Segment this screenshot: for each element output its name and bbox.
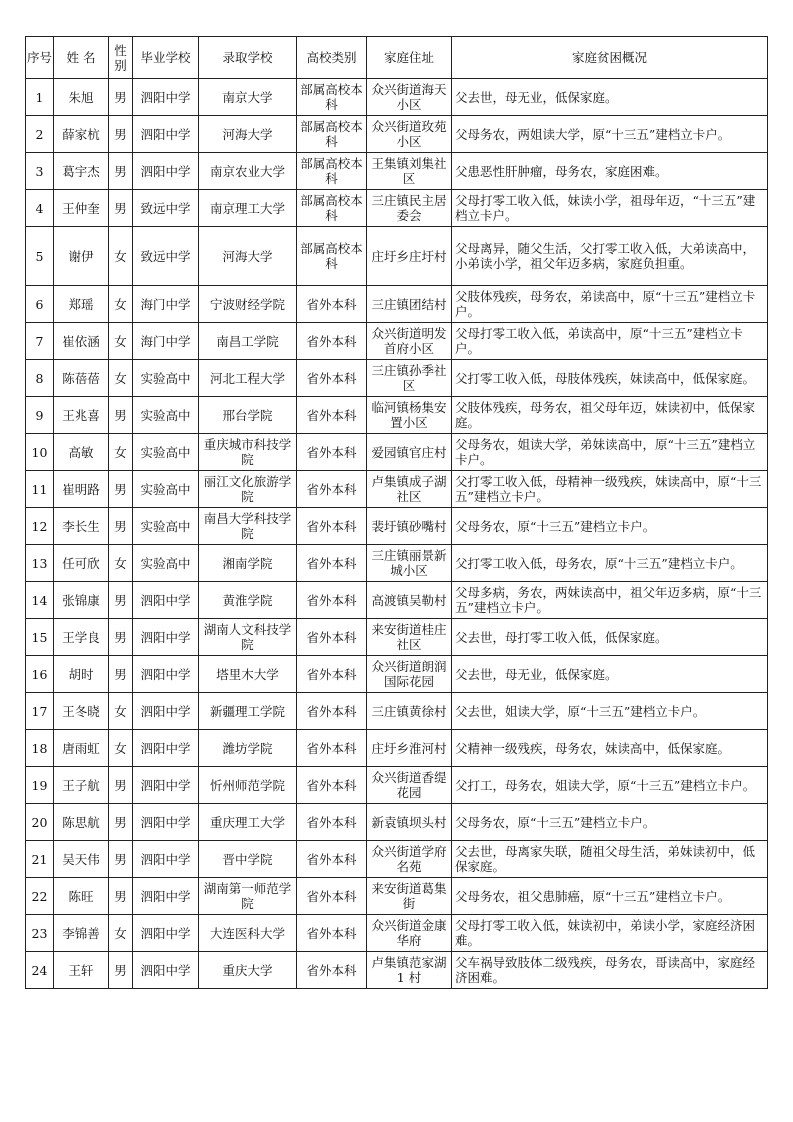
grad-school-cell: 实验高中: [133, 434, 199, 471]
grad-school-cell: 泗阳中学: [133, 767, 199, 804]
gender-cell: 男: [109, 878, 133, 915]
admit-school-cell: 河海大学: [199, 116, 297, 153]
name-cell: 李锦善: [54, 915, 109, 952]
seq-cell: 5: [26, 227, 54, 286]
category-cell: 省外本科: [297, 804, 367, 841]
admit-school-cell: 大连医科大学: [199, 915, 297, 952]
seq-cell: 3: [26, 153, 54, 190]
gender-cell: 男: [109, 190, 133, 227]
category-cell: 省外本科: [297, 767, 367, 804]
admit-school-cell: 宁波财经学院: [199, 286, 297, 323]
grad-school-cell: 泗阳中学: [133, 79, 199, 116]
category-cell: 省外本科: [297, 656, 367, 693]
grad-school-cell: 泗阳中学: [133, 841, 199, 878]
poverty-cell: 父母务农，祖父患肺癌，原“十三五”建档立卡户。: [452, 878, 768, 915]
table-row: [26, 656, 768, 693]
name-cell: 吴天伟: [54, 841, 109, 878]
gender-cell: 男: [109, 841, 133, 878]
table-row: [26, 153, 768, 190]
table-row: [26, 582, 768, 619]
gender-cell: 女: [109, 730, 133, 767]
address-cell: 三庄镇孙季社区: [367, 360, 452, 397]
address-cell: 来安街道桂庄社区: [367, 619, 452, 656]
poverty-cell: 父母打零工收入低，弟读高中，原“十三五”建档立卡户。: [452, 323, 768, 360]
poverty-cell: 父去世，母无业，低保家庭。: [452, 79, 768, 116]
grad-school-cell: 泗阳中学: [133, 619, 199, 656]
name-cell: 王冬晓: [54, 693, 109, 730]
address-cell: 庄圩乡庄圩村: [367, 227, 452, 286]
header-admit-school: 录取学校: [199, 37, 297, 79]
poverty-cell: 父母打零工收入低，妹读初中，弟读小学，家庭经济困难。: [452, 915, 768, 952]
grad-school-cell: 致远中学: [133, 190, 199, 227]
name-cell: 陈旺: [54, 878, 109, 915]
grad-school-cell: 泗阳中学: [133, 582, 199, 619]
grad-school-cell: 实验高中: [133, 471, 199, 508]
category-cell: 省外本科: [297, 619, 367, 656]
seq-cell: 17: [26, 693, 54, 730]
poverty-cell: 父打零工收入低，母务农，原“十三五”建档立卡户。: [452, 545, 768, 582]
admit-school-cell: 重庆城市科技学院: [199, 434, 297, 471]
name-cell: 张锦康: [54, 582, 109, 619]
seq-cell: 18: [26, 730, 54, 767]
admit-school-cell: 南京农业大学: [199, 153, 297, 190]
gender-cell: 男: [109, 952, 133, 989]
poverty-cell: 父打零工收入低，母精神一级残疾，妹读高中，原“十三五”建档立卡户。: [452, 471, 768, 508]
category-cell: 省外本科: [297, 952, 367, 989]
category-cell: 省外本科: [297, 545, 367, 582]
header-category: 高校类别: [297, 37, 367, 79]
seq-cell: 13: [26, 545, 54, 582]
admit-school-cell: 湖南第一师范学院: [199, 878, 297, 915]
table-row: [26, 693, 768, 730]
address-cell: 三庄镇丽景新城小区: [367, 545, 452, 582]
address-cell: 爱园镇官庄村: [367, 434, 452, 471]
poverty-cell: 父车祸导致肢体二级残疾，母务农，哥读高中，家庭经济困难。: [452, 952, 768, 989]
gender-cell: 女: [109, 360, 133, 397]
admit-school-cell: 丽江文化旅游学院: [199, 471, 297, 508]
gender-cell: 男: [109, 767, 133, 804]
header-name: 姓 名: [54, 37, 109, 79]
seq-cell: 12: [26, 508, 54, 545]
category-cell: 省外本科: [297, 878, 367, 915]
poverty-cell: 父患恶性肝肿瘤，母务农，家庭困难。: [452, 153, 768, 190]
grad-school-cell: 海门中学: [133, 323, 199, 360]
table-row: [26, 545, 768, 582]
seq-cell: 4: [26, 190, 54, 227]
header-address: 家庭住址: [367, 37, 452, 79]
category-cell: 省外本科: [297, 730, 367, 767]
address-cell: 庄圩乡淮河村: [367, 730, 452, 767]
gender-cell: 女: [109, 915, 133, 952]
category-cell: 部属高校本科: [297, 116, 367, 153]
table-row: [26, 227, 768, 286]
seq-cell: 14: [26, 582, 54, 619]
admit-school-cell: 重庆理工大学: [199, 804, 297, 841]
name-cell: 胡时: [54, 656, 109, 693]
grad-school-cell: 实验高中: [133, 360, 199, 397]
address-cell: 众兴街道学府名苑: [367, 841, 452, 878]
grad-school-cell: 泗阳中学: [133, 693, 199, 730]
name-cell: 王子航: [54, 767, 109, 804]
name-cell: 王兆喜: [54, 397, 109, 434]
name-cell: 王轩: [54, 952, 109, 989]
category-cell: 部属高校本科: [297, 153, 367, 190]
address-cell: 三庄镇黄徐村: [367, 693, 452, 730]
seq-cell: 1: [26, 79, 54, 116]
category-cell: 省外本科: [297, 582, 367, 619]
gender-cell: 男: [109, 471, 133, 508]
admit-school-cell: 南京理工大学: [199, 190, 297, 227]
category-cell: 省外本科: [297, 471, 367, 508]
gender-cell: 男: [109, 116, 133, 153]
gender-cell: 男: [109, 397, 133, 434]
poverty-cell: 父精神一级残疾，母务农，妹读高中，低保家庭。: [452, 730, 768, 767]
name-cell: 任可欣: [54, 545, 109, 582]
seq-cell: 8: [26, 360, 54, 397]
grad-school-cell: 泗阳中学: [133, 730, 199, 767]
table-row: [26, 434, 768, 471]
seq-cell: 15: [26, 619, 54, 656]
seq-cell: 20: [26, 804, 54, 841]
poverty-cell: 父去世，母无业，低保家庭。: [452, 656, 768, 693]
address-cell: 临河镇杨集安置小区: [367, 397, 452, 434]
poverty-cell: 父打工，母务农，姐读大学，原“十三五”建档立卡户。: [452, 767, 768, 804]
seq-cell: 24: [26, 952, 54, 989]
category-cell: 省外本科: [297, 360, 367, 397]
address-cell: 卢集镇成子湖社区: [367, 471, 452, 508]
admit-school-cell: 南昌工学院: [199, 323, 297, 360]
grad-school-cell: 泗阳中学: [133, 952, 199, 989]
admit-school-cell: 河海大学: [199, 227, 297, 286]
header-grad-school: 毕业学校: [133, 37, 199, 79]
table-row: [26, 79, 768, 116]
address-cell: 卢集镇范家湖1 村: [367, 952, 452, 989]
grad-school-cell: 泗阳中学: [133, 153, 199, 190]
poverty-cell: 父去世，姐读大学，原“十三五”建档立卡户。: [452, 693, 768, 730]
poverty-cell: 父肢体残疾，母务农，祖父母年迈，妹读初中，低保家庭。: [452, 397, 768, 434]
poverty-cell: 父母打零工收入低，妹读小学，祖母年迈，“十三五”建档立卡户。: [452, 190, 768, 227]
admit-school-cell: 晋中学院: [199, 841, 297, 878]
table-row: [26, 841, 768, 878]
grad-school-cell: 泗阳中学: [133, 878, 199, 915]
table-row: [26, 730, 768, 767]
admit-school-cell: 湘南学院: [199, 545, 297, 582]
table-row: [26, 804, 768, 841]
name-cell: 高敏: [54, 434, 109, 471]
grad-school-cell: 泗阳中学: [133, 116, 199, 153]
poverty-cell: 父去世，母打零工收入低，低保家庭。: [452, 619, 768, 656]
seq-cell: 21: [26, 841, 54, 878]
table-row: [26, 508, 768, 545]
table-row: [26, 323, 768, 360]
seq-cell: 22: [26, 878, 54, 915]
category-cell: 省外本科: [297, 693, 367, 730]
category-cell: 省外本科: [297, 397, 367, 434]
address-cell: 众兴街道朗润国际花园: [367, 656, 452, 693]
name-cell: 薛家杭: [54, 116, 109, 153]
name-cell: 谢伊: [54, 227, 109, 286]
header-seq: 序号: [26, 37, 54, 79]
grad-school-cell: 泗阳中学: [133, 804, 199, 841]
poverty-cell: 父母务农，原“十三五”建档立卡户。: [452, 804, 768, 841]
table-row: [26, 116, 768, 153]
category-cell: 省外本科: [297, 434, 367, 471]
student-aid-table: [25, 36, 768, 989]
name-cell: 郑瑶: [54, 286, 109, 323]
gender-cell: 男: [109, 79, 133, 116]
table-row: [26, 471, 768, 508]
gender-cell: 女: [109, 545, 133, 582]
poverty-cell: 父打零工收入低，母肢体残疾，妹读高中，低保家庭。: [452, 360, 768, 397]
grad-school-cell: 泗阳中学: [133, 656, 199, 693]
table-row: [26, 878, 768, 915]
address-cell: 众兴街道海天小区: [367, 79, 452, 116]
name-cell: 李长生: [54, 508, 109, 545]
seq-cell: 7: [26, 323, 54, 360]
grad-school-cell: 实验高中: [133, 545, 199, 582]
seq-cell: 11: [26, 471, 54, 508]
admit-school-cell: 忻州师范学院: [199, 767, 297, 804]
name-cell: 葛宇杰: [54, 153, 109, 190]
category-cell: 省外本科: [297, 323, 367, 360]
name-cell: 王学良: [54, 619, 109, 656]
gender-cell: 女: [109, 227, 133, 286]
seq-cell: 16: [26, 656, 54, 693]
name-cell: 朱旭: [54, 79, 109, 116]
grad-school-cell: 实验高中: [133, 397, 199, 434]
address-cell: 裴圩镇砂嘴村: [367, 508, 452, 545]
poverty-cell: 父去世，母离家失联，随祖父母生活，弟妹读初中，低保家庭。: [452, 841, 768, 878]
gender-cell: 女: [109, 693, 133, 730]
seq-cell: 9: [26, 397, 54, 434]
poverty-cell: 父母多病，务农，两妹读高中，祖父年迈多病，原“十三五”建档立卡户。: [452, 582, 768, 619]
admit-school-cell: 南京大学: [199, 79, 297, 116]
header-gender: 性别: [109, 37, 133, 79]
name-cell: 崔明路: [54, 471, 109, 508]
seq-cell: 6: [26, 286, 54, 323]
gender-cell: 男: [109, 619, 133, 656]
table-row: [26, 190, 768, 227]
table-row: [26, 767, 768, 804]
admit-school-cell: 重庆大学: [199, 952, 297, 989]
table-row: [26, 360, 768, 397]
grad-school-cell: 海门中学: [133, 286, 199, 323]
gender-cell: 男: [109, 582, 133, 619]
category-cell: 部属高校本科: [297, 190, 367, 227]
admit-school-cell: 新疆理工学院: [199, 693, 297, 730]
address-cell: 众兴街道金康华府: [367, 915, 452, 952]
seq-cell: 19: [26, 767, 54, 804]
gender-cell: 女: [109, 286, 133, 323]
gender-cell: 男: [109, 656, 133, 693]
address-cell: 新袁镇坝头村: [367, 804, 452, 841]
poverty-cell: 父肢体残疾，母务农，弟读高中，原“十三五”建档立卡户。: [452, 286, 768, 323]
grad-school-cell: 致远中学: [133, 227, 199, 286]
name-cell: 王仲奎: [54, 190, 109, 227]
table-row: [26, 952, 768, 989]
category-cell: 省外本科: [297, 508, 367, 545]
grad-school-cell: 实验高中: [133, 508, 199, 545]
admit-school-cell: 塔里木大学: [199, 656, 297, 693]
table-row: [26, 286, 768, 323]
gender-cell: 男: [109, 153, 133, 190]
address-cell: 三庄镇民主居委会: [367, 190, 452, 227]
seq-cell: 2: [26, 116, 54, 153]
category-cell: 部属高校本科: [297, 227, 367, 286]
address-cell: 三庄镇团结村: [367, 286, 452, 323]
name-cell: 陈思航: [54, 804, 109, 841]
admit-school-cell: 南昌大学科技学院: [199, 508, 297, 545]
poverty-cell: 父母离异，随父生活，父打零工收入低，大弟读高中，小弟读小学，祖父年迈多病，家庭负担重。: [452, 227, 768, 286]
address-cell: 众兴街道玫苑小区: [367, 116, 452, 153]
admit-school-cell: 河北工程大学: [199, 360, 297, 397]
admit-school-cell: 潍坊学院: [199, 730, 297, 767]
category-cell: 省外本科: [297, 915, 367, 952]
seq-cell: 10: [26, 434, 54, 471]
address-cell: 众兴街道香缇花园: [367, 767, 452, 804]
category-cell: 省外本科: [297, 286, 367, 323]
gender-cell: 男: [109, 804, 133, 841]
table-body: [26, 79, 768, 989]
gender-cell: 女: [109, 434, 133, 471]
poverty-cell: 父母务农，原“十三五”建档立卡户。: [452, 508, 768, 545]
name-cell: 唐雨虹: [54, 730, 109, 767]
table-row: [26, 915, 768, 952]
table-row: [26, 397, 768, 434]
address-cell: 王集镇刘集社区: [367, 153, 452, 190]
admit-school-cell: 湖南人文科技学院: [199, 619, 297, 656]
name-cell: 崔依涵: [54, 323, 109, 360]
table-header-row: [26, 37, 768, 79]
table-row: [26, 619, 768, 656]
address-cell: 来安街道葛集街: [367, 878, 452, 915]
admit-school-cell: 黄淮学院: [199, 582, 297, 619]
name-cell: 陈蓓蓓: [54, 360, 109, 397]
gender-cell: 男: [109, 508, 133, 545]
address-cell: 高渡镇吴勒村: [367, 582, 452, 619]
address-cell: 众兴街道明发首府小区: [367, 323, 452, 360]
category-cell: 省外本科: [297, 841, 367, 878]
poverty-cell: 父母务农，两姐读大学，原“十三五”建档立卡户。: [452, 116, 768, 153]
seq-cell: 23: [26, 915, 54, 952]
admit-school-cell: 邢台学院: [199, 397, 297, 434]
gender-cell: 女: [109, 323, 133, 360]
header-poverty: 家庭贫困概况: [452, 37, 768, 79]
poverty-cell: 父母务农，姐读大学，弟妹读高中，原“十三五”建档立卡户。: [452, 434, 768, 471]
grad-school-cell: 泗阳中学: [133, 915, 199, 952]
category-cell: 部属高校本科: [297, 79, 367, 116]
